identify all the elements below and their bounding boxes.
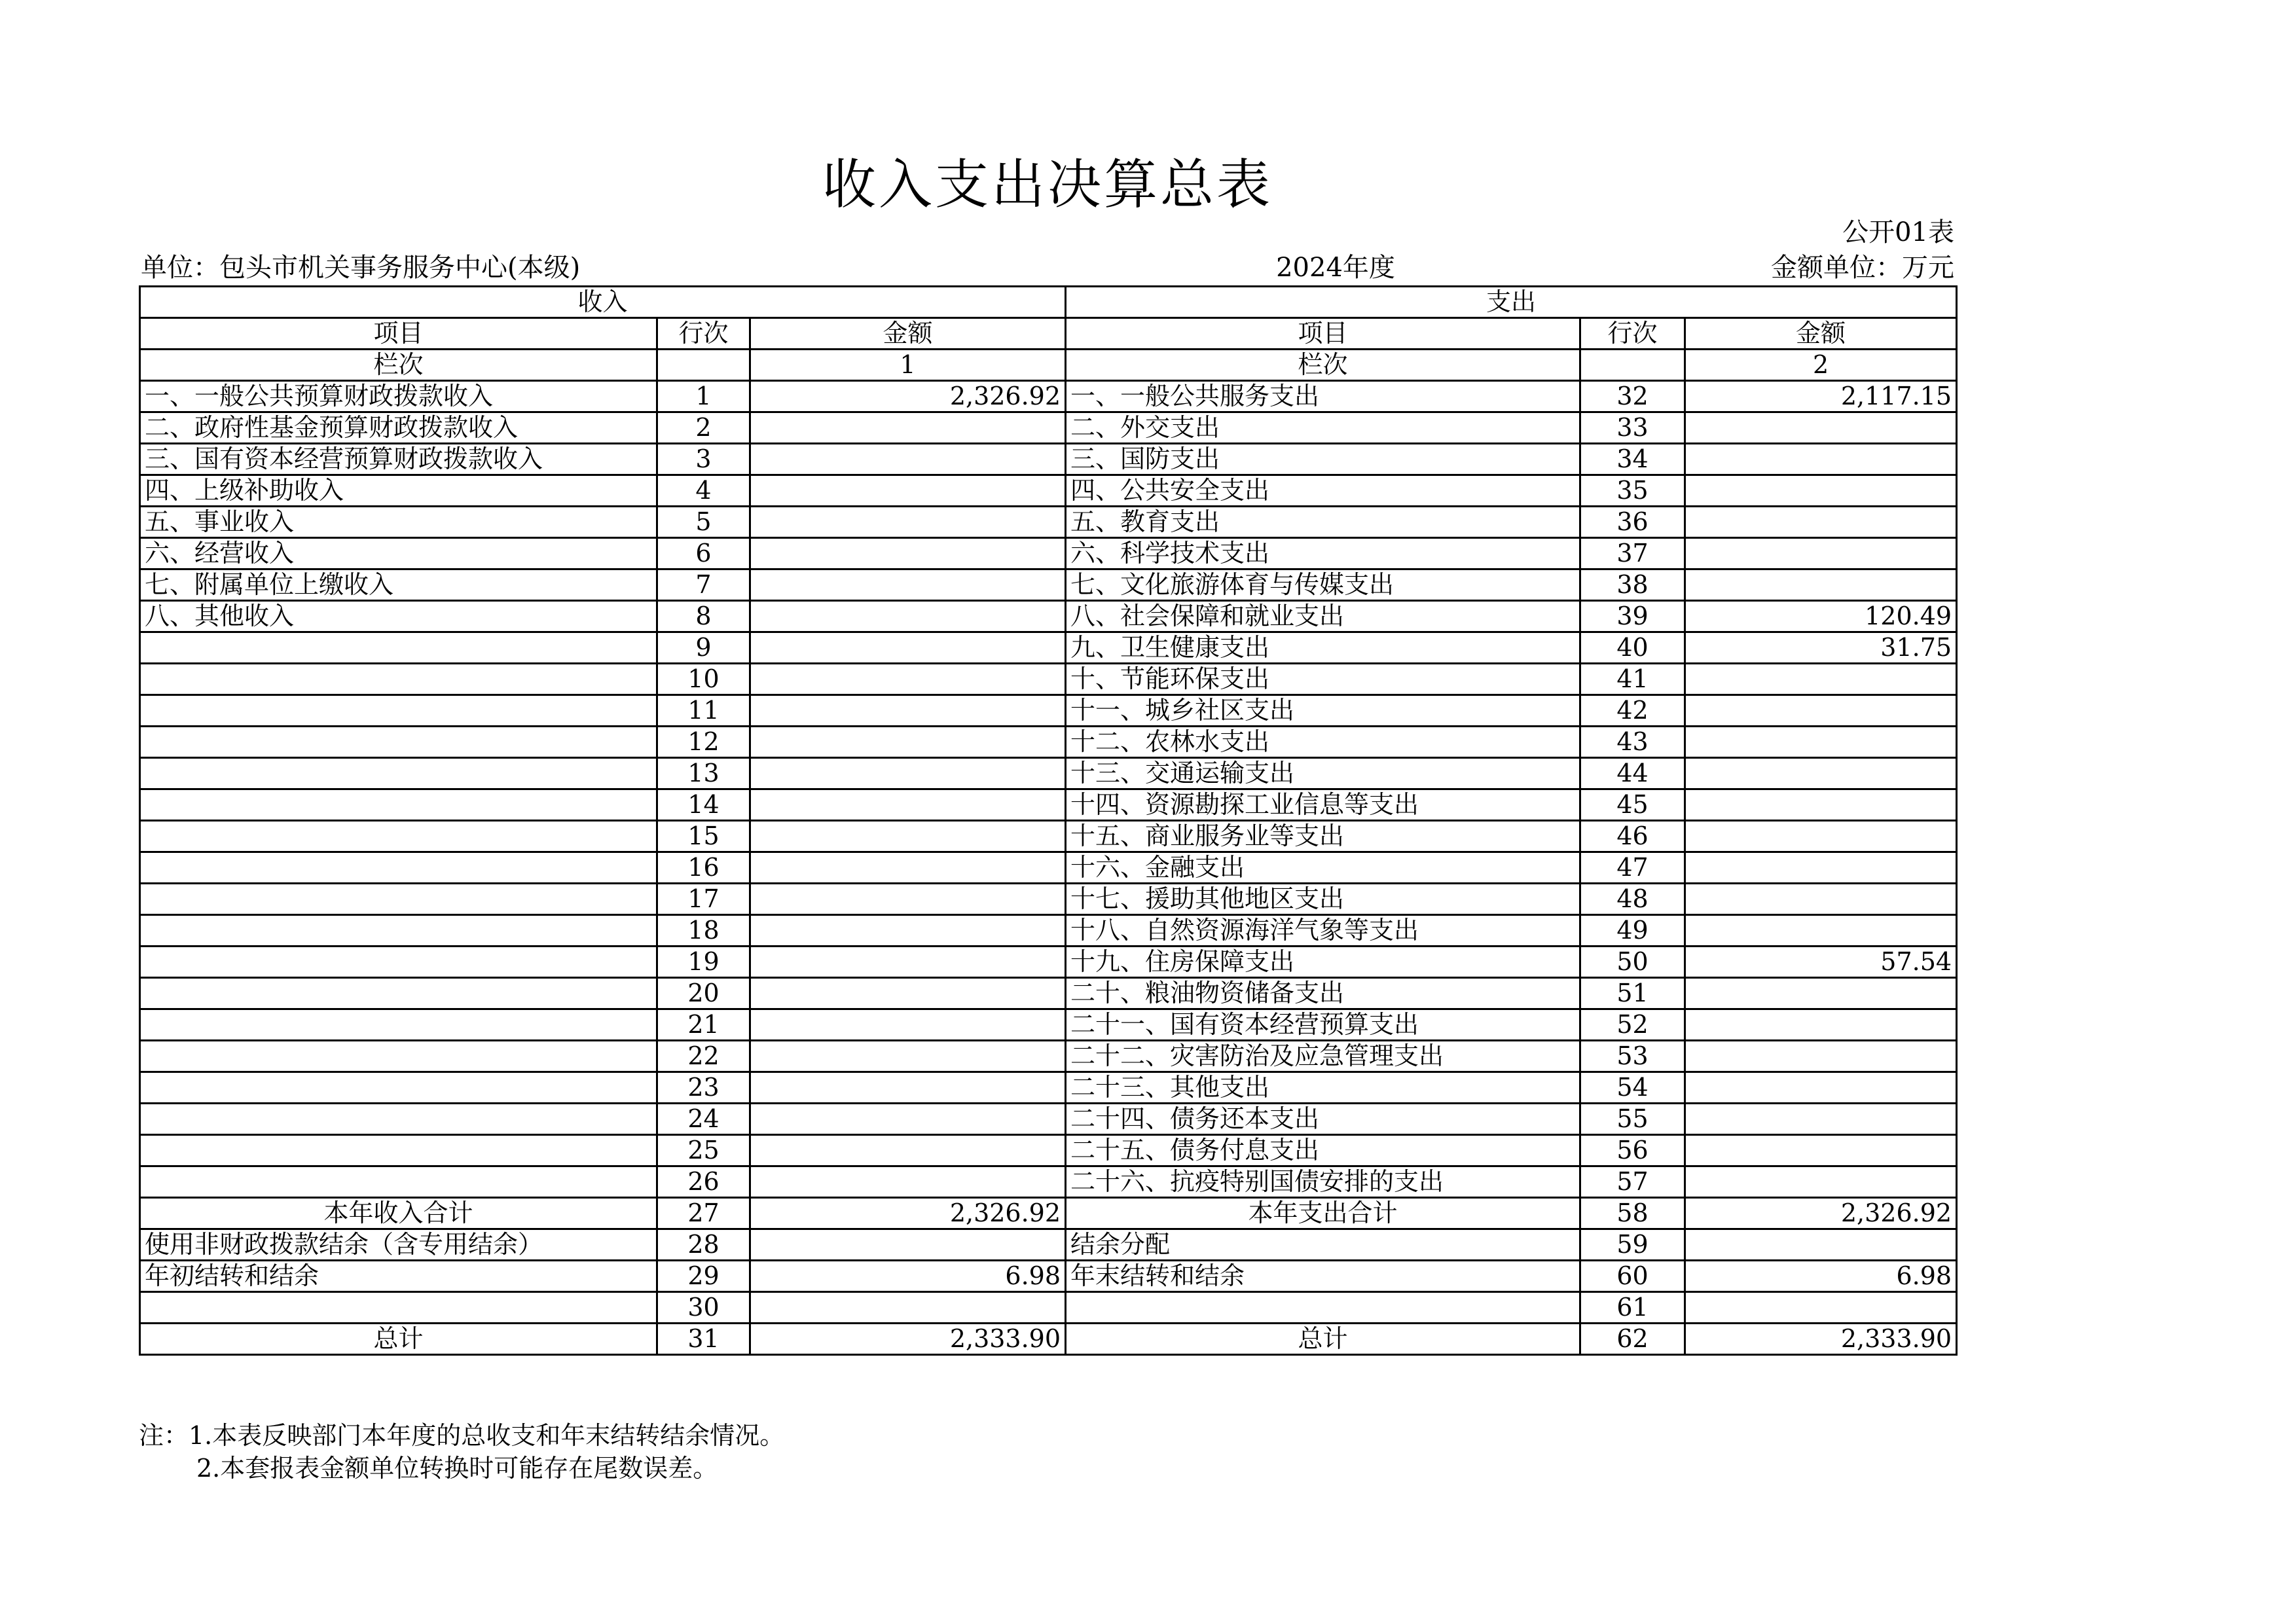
income-item-cell [140,789,657,821]
income-row-no-cell: 24 [657,1104,750,1135]
income-amount-cell [750,727,1066,758]
expense-amount-cell [1685,538,1957,569]
expense-item-cell: 年末结转和结余 [1066,1261,1580,1292]
income-amount-cell [750,444,1066,475]
expense-item-cell: 二十、粮油物资储备支出 [1066,978,1580,1009]
table-row [140,1009,1957,1041]
income-item-cell [140,1135,657,1166]
income-expense-table [139,285,1958,1356]
table-row [140,538,1957,569]
expense-row-no-cell: 39 [1580,601,1685,632]
expense-row-no-cell: 56 [1580,1135,1685,1166]
income-amount-cell [750,1166,1066,1198]
income-row-no-cell: 10 [657,664,750,695]
income-amount-cell [750,695,1066,727]
expense-amount-cell [1685,412,1957,444]
expense-row-no-cell: 50 [1580,947,1685,978]
expense-amount-cell: 120.49 [1685,601,1957,632]
income-amount-cell [750,947,1066,978]
expense-item-cell: 六、科学技术支出 [1066,538,1580,569]
income-item-cell [140,978,657,1009]
expense-row-no-cell: 52 [1580,1009,1685,1041]
income-amount-cell [750,475,1066,507]
expense-row-no-cell: 36 [1580,507,1685,538]
income-item-cell: 六、经营收入 [140,538,657,569]
income-amount-header: 金额 [750,318,1066,350]
form-code: 公开01表 [1842,217,1954,247]
expense-row-no-cell: 54 [1580,1072,1685,1104]
income-item-cell: 三、国有资本经营预算财政拨款收入 [140,444,657,475]
expense-row-no-cell: 38 [1580,569,1685,601]
table-row [140,1324,1957,1355]
expense-row-no-cell: 35 [1580,475,1685,507]
income-row-no-cell: 4 [657,475,750,507]
expense-row-no-cell: 46 [1580,821,1685,852]
income-amount-cell [750,915,1066,947]
expense-amount-header: 金额 [1685,318,1957,350]
income-row-no-cell: 7 [657,569,750,601]
table-row [140,632,1957,664]
income-amount-cell [750,601,1066,632]
income-item-cell [140,1072,657,1104]
income-item-cell [140,727,657,758]
income-row-no-cell: 26 [657,1166,750,1198]
income-row-no-cell: 16 [657,852,750,884]
expense-row-no-cell: 45 [1580,789,1685,821]
income-row-no-cell: 9 [657,632,750,664]
expense-item-cell: 十八、自然资源海洋气象等支出 [1066,915,1580,947]
expense-item-cell: 十、节能环保支出 [1066,664,1580,695]
section-header-row [140,287,1957,318]
income-column-index: 1 [750,350,1066,381]
table-row [140,852,1957,884]
expense-item-cell: 三、国防支出 [1066,444,1580,475]
income-row-no-cell: 3 [657,444,750,475]
income-row-no-cell: 21 [657,1009,750,1041]
table-row [140,1229,1957,1261]
income-amount-cell [750,821,1066,852]
table-row [140,758,1957,789]
expense-item-cell: 十五、商业服务业等支出 [1066,821,1580,852]
income-amount-cell: 2,326.92 [750,1198,1066,1229]
expense-item-cell: 结余分配 [1066,1229,1580,1261]
income-amount-cell: 2,326.92 [750,381,1066,412]
expense-amount-cell [1685,1166,1957,1198]
expense-row-no-cell: 43 [1580,727,1685,758]
expense-row-no-cell: 59 [1580,1229,1685,1261]
expense-item-cell: 四、公共安全支出 [1066,475,1580,507]
income-row-no-cell: 30 [657,1292,750,1324]
income-amount-cell [750,507,1066,538]
expense-item-cell: 二十五、债务付息支出 [1066,1135,1580,1166]
income-amount-cell [750,1072,1066,1104]
income-row-no-cell: 23 [657,1072,750,1104]
expense-amount-cell [1685,475,1957,507]
expense-amount-cell [1685,1229,1957,1261]
income-row-no-cell: 27 [657,1198,750,1229]
income-item-cell [140,695,657,727]
income-row-no-cell: 2 [657,412,750,444]
expense-amount-cell [1685,1041,1957,1072]
expense-amount-cell: 6.98 [1685,1261,1957,1292]
footnote-2: 2.本套报表金额单位转换时可能存在尾数误差。 [196,1454,718,1483]
table-row [140,727,1957,758]
expense-item-cell: 总计 [1066,1324,1580,1355]
expense-row-no-cell: 61 [1580,1292,1685,1324]
expense-amount-cell [1685,758,1957,789]
income-row-no-cell: 11 [657,695,750,727]
income-item-cell: 八、其他收入 [140,601,657,632]
expense-item-cell: 二、外交支出 [1066,412,1580,444]
expense-amount-cell: 31.75 [1685,632,1957,664]
footnote-1: 注：1.本表反映部门本年度的总收支和年末结转结余情况。 [139,1421,785,1450]
income-amount-cell [750,632,1066,664]
report-title: 收入支出决算总表 [822,154,1273,216]
income-item-cell: 五、事业收入 [140,507,657,538]
footnotes [139,1419,784,1485]
expense-item-cell: 八、社会保障和就业支出 [1066,601,1580,632]
table-row [140,444,1957,475]
income-amount-cell [750,978,1066,1009]
fiscal-year: 2024年度 [1276,253,1395,283]
income-item-cell [140,852,657,884]
income-amount-cell [750,1104,1066,1135]
income-item-cell [140,1292,657,1324]
expense-item-cell: 十七、援助其他地区支出 [1066,884,1580,915]
expense-amount-cell [1685,884,1957,915]
expense-row-no-cell: 42 [1580,695,1685,727]
income-row-no-cell: 28 [657,1229,750,1261]
income-amount-cell [750,1135,1066,1166]
income-row-no-header: 行次 [657,318,750,350]
expense-row-no-cell: 40 [1580,632,1685,664]
expense-amount-cell [1685,507,1957,538]
income-amount-cell [750,1041,1066,1072]
expense-section-header: 支出 [1066,287,1957,318]
income-item-cell [140,1166,657,1198]
expense-item-cell: 十二、农林水支出 [1066,727,1580,758]
expense-item-cell: 七、文化旅游体育与传媒支出 [1066,569,1580,601]
income-item-cell: 年初结转和结余 [140,1261,657,1292]
expense-amount-cell [1685,727,1957,758]
column-header-row [140,318,1957,350]
income-row-no-cell: 19 [657,947,750,978]
expense-amount-cell [1685,1072,1957,1104]
income-amount-cell [750,569,1066,601]
income-column-index-label: 栏次 [140,350,657,381]
income-item-cell: 使用非财政拨款结余（含专用结余） [140,1229,657,1261]
income-item-cell: 总计 [140,1324,657,1355]
expense-item-cell: 十一、城乡社区支出 [1066,695,1580,727]
income-item-cell: 四、上级补助收入 [140,475,657,507]
income-row-no-cell: 6 [657,538,750,569]
income-row-no-cell: 5 [657,507,750,538]
expense-amount-cell [1685,1135,1957,1166]
table-body [140,287,1957,1355]
expense-row-no-cell: 60 [1580,1261,1685,1292]
expense-row-no-header: 行次 [1580,318,1685,350]
income-item-cell: 一、一般公共预算财政拨款收入 [140,381,657,412]
expense-item-cell: 一、一般公共服务支出 [1066,381,1580,412]
income-amount-cell [750,789,1066,821]
income-row-no-cell: 15 [657,821,750,852]
expense-row-no-cell: 34 [1580,444,1685,475]
expense-item-cell: 十三、交通运输支出 [1066,758,1580,789]
expense-row-no-cell: 32 [1580,381,1685,412]
table-row [140,507,1957,538]
expense-amount-cell: 2,333.90 [1685,1324,1957,1355]
table-row [140,1166,1957,1198]
money-unit: 金额单位：万元 [1771,253,1954,283]
income-item-cell: 本年收入合计 [140,1198,657,1229]
income-item-cell [140,1009,657,1041]
table-row [140,475,1957,507]
expense-amount-cell: 57.54 [1685,947,1957,978]
expense-column-index-blank [1580,350,1685,381]
income-item-cell [140,664,657,695]
income-row-no-cell: 31 [657,1324,750,1355]
table-row [140,1041,1957,1072]
table-row [140,978,1957,1009]
table-row [140,915,1957,947]
income-item-header: 项目 [140,318,657,350]
expense-column-index-label: 栏次 [1066,350,1580,381]
income-row-no-cell: 8 [657,601,750,632]
expense-item-cell: 二十二、灾害防治及应急管理支出 [1066,1041,1580,1072]
income-item-cell [140,1104,657,1135]
expense-item-cell: 十六、金融支出 [1066,852,1580,884]
income-amount-cell [750,852,1066,884]
table-row [140,947,1957,978]
table-row [140,1292,1957,1324]
table-row [140,884,1957,915]
table-row [140,821,1957,852]
income-amount-cell: 2,333.90 [750,1324,1066,1355]
income-amount-cell [750,758,1066,789]
expense-row-no-cell: 44 [1580,758,1685,789]
income-row-no-cell: 18 [657,915,750,947]
income-row-no-cell: 14 [657,789,750,821]
expense-amount-cell [1685,1292,1957,1324]
income-amount-cell [750,412,1066,444]
expense-item-cell: 十四、资源勘探工业信息等支出 [1066,789,1580,821]
income-amount-cell [750,1229,1066,1261]
income-row-no-cell: 17 [657,884,750,915]
table-row [140,789,1957,821]
income-row-no-cell: 29 [657,1261,750,1292]
table-row [140,695,1957,727]
table-row [140,381,1957,412]
expense-row-no-cell: 58 [1580,1198,1685,1229]
income-item-cell [140,758,657,789]
table-row [140,569,1957,601]
income-item-cell [140,1041,657,1072]
income-amount-cell [750,1292,1066,1324]
reporting-unit: 单位：包头市机关事务服务中心(本级) [141,253,581,283]
income-row-no-cell: 22 [657,1041,750,1072]
expense-item-header: 项目 [1066,318,1580,350]
income-amount-cell [750,1009,1066,1041]
expense-row-no-cell: 62 [1580,1324,1685,1355]
income-amount-cell [750,884,1066,915]
expense-item-cell: 二十三、其他支出 [1066,1072,1580,1104]
expense-row-no-cell: 49 [1580,915,1685,947]
expense-amount-cell [1685,695,1957,727]
expense-amount-cell [1685,915,1957,947]
income-item-cell [140,632,657,664]
expense-amount-cell [1685,444,1957,475]
income-row-no-cell: 1 [657,381,750,412]
table-row [140,1072,1957,1104]
income-row-no-cell: 25 [657,1135,750,1166]
income-column-index-blank [657,350,750,381]
expense-row-no-cell: 53 [1580,1041,1685,1072]
expense-item-cell: 二十四、债务还本支出 [1066,1104,1580,1135]
income-item-cell [140,821,657,852]
table-row [140,1104,1957,1135]
expense-item-cell: 本年支出合计 [1066,1198,1580,1229]
expense-amount-cell [1685,1009,1957,1041]
expense-amount-cell [1685,978,1957,1009]
expense-amount-cell [1685,821,1957,852]
expense-row-no-cell: 57 [1580,1166,1685,1198]
table-row [140,412,1957,444]
income-section-header: 收入 [140,287,1066,318]
income-row-no-cell: 12 [657,727,750,758]
income-amount-cell [750,538,1066,569]
expense-row-no-cell: 48 [1580,884,1685,915]
income-amount-cell [750,664,1066,695]
income-item-cell [140,915,657,947]
expense-amount-cell [1685,852,1957,884]
income-row-no-cell: 20 [657,978,750,1009]
expense-amount-cell [1685,1104,1957,1135]
expense-item-cell: 五、教育支出 [1066,507,1580,538]
expense-item-cell: 十九、住房保障支出 [1066,947,1580,978]
expense-item-cell: 二十六、抗疫特别国债安排的支出 [1066,1166,1580,1198]
expense-amount-cell [1685,664,1957,695]
expense-row-no-cell: 41 [1580,664,1685,695]
expense-amount-cell: 2,117.15 [1685,381,1957,412]
income-item-cell [140,947,657,978]
income-item-cell [140,884,657,915]
income-item-cell: 七、附属单位上缴收入 [140,569,657,601]
expense-row-no-cell: 55 [1580,1104,1685,1135]
expense-item-cell: 九、卫生健康支出 [1066,632,1580,664]
table-row [140,1135,1957,1166]
column-index-row [140,350,1957,381]
expense-row-no-cell: 51 [1580,978,1685,1009]
expense-row-no-cell: 47 [1580,852,1685,884]
table-row [140,1198,1957,1229]
table-row [140,601,1957,632]
expense-amount-cell: 2,326.92 [1685,1198,1957,1229]
expense-amount-cell [1685,789,1957,821]
table-row [140,1261,1957,1292]
expense-item-cell: 二十一、国有资本经营预算支出 [1066,1009,1580,1041]
expense-item-cell [1066,1292,1580,1324]
expense-row-no-cell: 33 [1580,412,1685,444]
income-amount-cell: 6.98 [750,1261,1066,1292]
income-row-no-cell: 13 [657,758,750,789]
expense-row-no-cell: 37 [1580,538,1685,569]
income-item-cell: 二、政府性基金预算财政拨款收入 [140,412,657,444]
table-row [140,664,1957,695]
expense-column-index: 2 [1685,350,1957,381]
expense-amount-cell [1685,569,1957,601]
